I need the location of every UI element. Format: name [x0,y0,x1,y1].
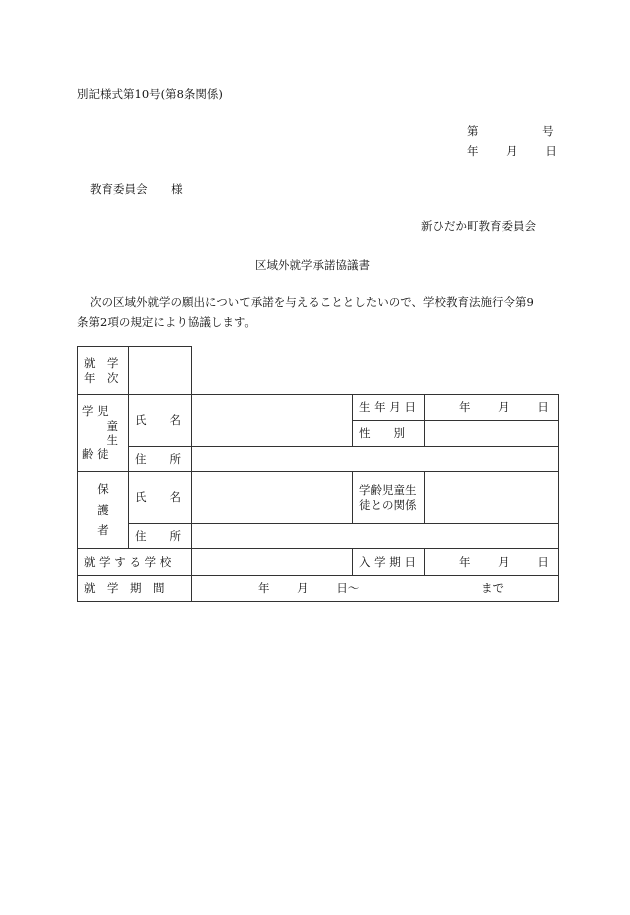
period-year: 年 [258,581,270,596]
child-name-field[interactable] [192,395,353,447]
period-month: 月 [297,581,309,596]
date-day: 日 [545,144,557,158]
sex-field[interactable] [425,421,559,447]
enroll-year: 年 [459,554,471,569]
document-number-line [467,123,554,139]
school-row [78,549,559,576]
child-address-field[interactable] [192,447,559,472]
guardian-name-label: 氏 名 [129,472,192,524]
guardian-name-row [78,472,559,524]
grade-value-cell[interactable] [129,347,192,395]
child-label-cell [78,395,129,472]
addressee-honorific: 様 [171,182,183,196]
enroll-field[interactable] [425,549,559,576]
period-label: 就 学 期 間 [78,576,192,602]
relation-label-1: 学齢児童生 [359,483,417,498]
school-label: 就 学 す る 学 校 [78,549,192,576]
form-reference: 別記様式第10号(第8条関係) [77,87,223,101]
birthdate-label: 生 年 月 日 [353,395,425,421]
number-suffix: 号 [542,124,554,138]
child-address-row [78,447,559,472]
addressee-name: 教育委員会 [90,182,148,196]
birthdate-field[interactable] [425,395,559,421]
birth-year: 年 [459,400,471,415]
number-prefix: 第 [467,124,479,138]
birth-day: 日 [537,400,549,415]
addressee [90,181,183,197]
period-row [78,576,559,602]
date-month: 月 [506,144,518,158]
date-year: 年 [467,144,479,158]
guardian-address-label: 住 所 [129,524,192,549]
guardian-name-field[interactable] [192,472,353,524]
body-line-2: 条第2項の規定により協議します。 [77,315,256,329]
school-field[interactable] [192,549,353,576]
blank-area [192,347,559,395]
child-label-a: 学 児 [82,404,109,419]
sender: 新ひだか町教育委員会 [421,219,536,233]
guardian-address-field[interactable] [192,524,559,549]
child-name-row [78,395,559,421]
period-until: まで [480,581,504,596]
period-field[interactable] [192,576,559,602]
grade-label-2: 年 次 [84,370,119,385]
guardian-address-row [78,524,559,549]
birth-month: 月 [498,400,510,415]
grade-label-1: 就 学 [84,356,119,371]
guardian-label-cell [78,472,129,549]
enroll-month: 月 [498,554,510,569]
guardian-label-2: 護 [97,502,109,517]
relation-label [353,472,425,524]
child-address-label: 住 所 [129,447,192,472]
child-name-label: 氏 名 [129,395,192,447]
period-day: 日〜 [336,581,360,596]
sex-label: 性 別 [353,421,425,447]
grade-row [78,347,559,395]
relation-field[interactable] [425,472,559,524]
consultation-form-table [77,346,559,602]
child-label-d: 齢 徒 [82,447,109,462]
document-title: 区域外就学承諾協議書 [255,258,370,272]
document-date-line [467,143,557,159]
grade-label-cell [78,347,129,395]
enroll-day: 日 [537,554,549,569]
enroll-label: 入 学 期 日 [353,549,425,576]
child-label-c: 生 [106,433,118,447]
guardian-label-3: 者 [97,523,109,538]
child-label-b: 童 [106,418,118,433]
body-line-1: 次の区域外就学の願出について承諾を与えることとしたいので、学校教育法施行令第9 [90,295,534,309]
relation-label-2: 徒との関係 [359,497,417,512]
guardian-label-1: 保 [97,482,109,497]
